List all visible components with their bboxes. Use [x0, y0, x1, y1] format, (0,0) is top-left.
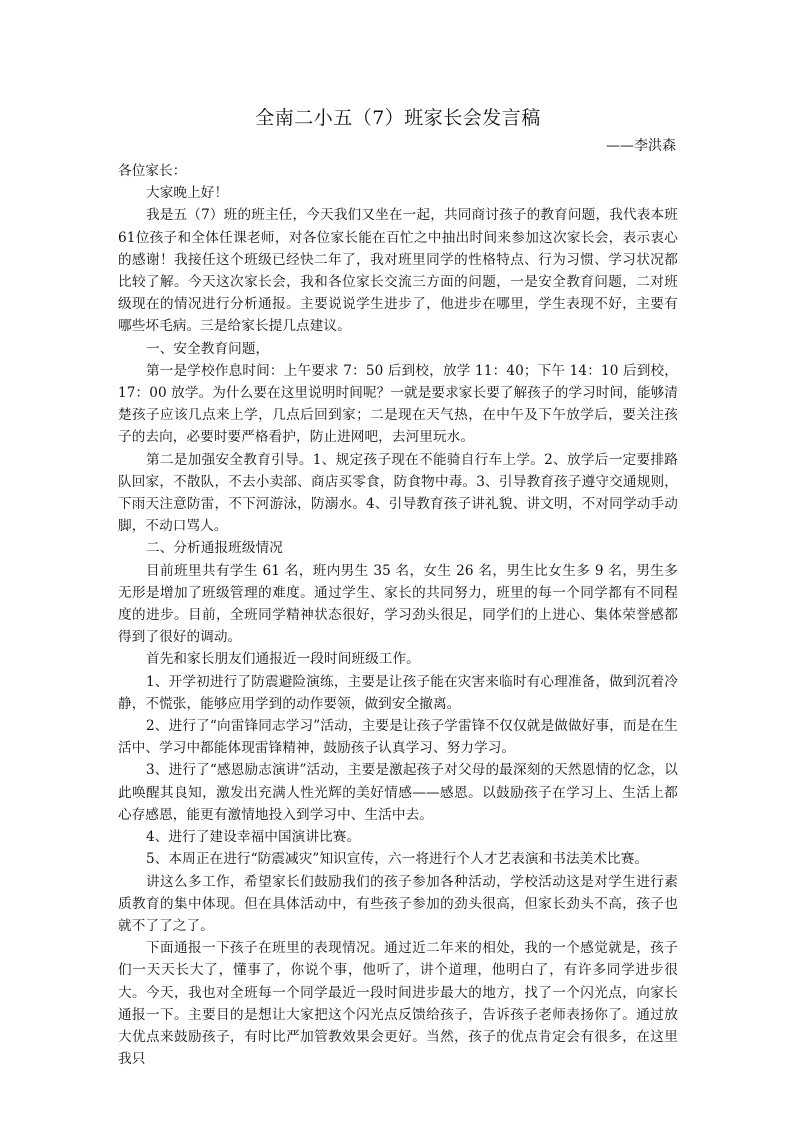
- paragraph-greeting: 大家晚上好！: [146, 185, 229, 202]
- author-signature: ——李洪森: [606, 138, 676, 154]
- paragraph-schedule: 第一是学校作息时间：上午要求 7：50 后到校，放学 11：40；下午 14：10 后到校，17：00 放学。为什么要在这里说明时间呢？一就是要求家长要了解孩子的学习时间，能够清楚孩子应该几点来上学，几点后回到家；二是现在天气热，在中午及下午放学后，要关注孩子的去向，必要时要严格看护，防止进网吧，去河里玩水。: [118, 362, 678, 446]
- list-item-work-2: 2、进行了“向雷锋同志学习”活动，主要是让孩子学雷锋不仅仅就是做做好事，而是在生活中、学习中都能体现雷锋精神，鼓励孩子认真学习、努力学习。: [118, 718, 678, 757]
- document-title: 全南二小五（7）班家长会发言稿: [255, 107, 541, 129]
- list-item-work-4: 4、进行了建设幸福中国演讲比赛。: [146, 829, 361, 846]
- list-item-work-5: 5、本周正在进行“防震减灾”知识宣传，六一将进行个人才艺表演和书法美术比赛。: [146, 851, 649, 868]
- list-item-work-1: 1、开学初进行了防震避险演练，主要是让孩子能在灾害来临时有心理准备，做到沉着冷静，不慌张，能够应用学到的动作要领，做到安全撤离。: [118, 673, 678, 712]
- list-item-work-3: 3、进行了“感恩励志演讲”活动，主要是激起孩子对父母的最深刻的天然恩情的忆念，以此唤醒其良知，激发出充满人性光辉的美好情感——感恩。以鼓励孩子在学习上、生活上都心存感恩，能更有激情地投入到学习中、生活中去。: [118, 762, 678, 823]
- section-heading-safety: 一、安全教育问题，: [146, 340, 270, 357]
- paragraph-student-performance: 下面通报一下孩子在班里的表现情况。通过近二年来的相处，我的一个感觉就是，孩子们一天天长大了，懂事了，你说个事，他听了，讲个道理，他明白了，有许多同学进步很大。今天，我也对全班每一个同学最近一段时间进步最大的地方，找了一个闪光点，向家长通报一下。主要目的是想让大家把这个闪光点反馈给孩子，告诉孩子老师表扬你了。通过放大优点来鼓励孩子，有时比严加管教效果会更好。当然，孩子的优点肯定会有很多，在这里我只: [118, 940, 678, 1068]
- paragraph-class-stats: 目前班里共有学生 61 名，班内男生 35 名，女生 26 名，男生比女生多 9 名，男生多无形是增加了班级管理的难度。通过学生、家长的共同努力，班里的每一个同学都有不同程度的进步。目前，全班同学精神状态很好，学习劲头很足，同学们的上进心、集体荣誉感都得到了很好的调动。: [118, 562, 678, 646]
- paragraph-intro: 我是五（7）班的班主任，今天我们又坐在一起，共同商讨孩子的教育问题，我代表本班 61位孩子和全体任课老师，对各位家长能在百忙之中抽出时间来参加这次家长会，表示衷心的感谢！我接任这个班级已经快二年了，我对班里同学的性格特点、行为习惯、学习状况都比较了解。今天这次家长会，我和各位家长交流三方面的问题，一是安全教育问题，二对班级现在的情况进行分析通报。主要说说学生进步了，他进步在哪里，学生表现不好，主要有哪些坏毛病。三是给家长提几点建议。: [118, 207, 678, 335]
- paragraph-activities: 讲这么多工作，希望家长们鼓励我们的孩子参加各种活动，学校活动这是对学生进行素质教育的集中体现。但在具体活动中，有些孩子参加的劲头很高，但家长劲头不高，孩子也就不了了之了。: [118, 873, 678, 934]
- paragraph-work-report-intro: 首先和家长朋友们通报近一段时间班级工作。: [146, 651, 420, 668]
- salutation: 各位家长：: [118, 163, 187, 179]
- document-body: [118, 160, 678, 1070]
- paragraph-safety-guidance: 第二是加强安全教育引导。1、规定孩子现在不能骑自行车上学。2、放学后一定要排路队回家，不散队，不去小卖部、商店买零食，防食物中毒。3、引导教育孩子遵守交通规则，下雨天注意防雷，不下河游泳，防溺水。4、引导教育孩子讲礼貌、讲文明，不对同学动手动脚，不动口骂人。: [118, 451, 678, 535]
- section-heading-class-report: 二、分析通报班级情况: [146, 540, 283, 557]
